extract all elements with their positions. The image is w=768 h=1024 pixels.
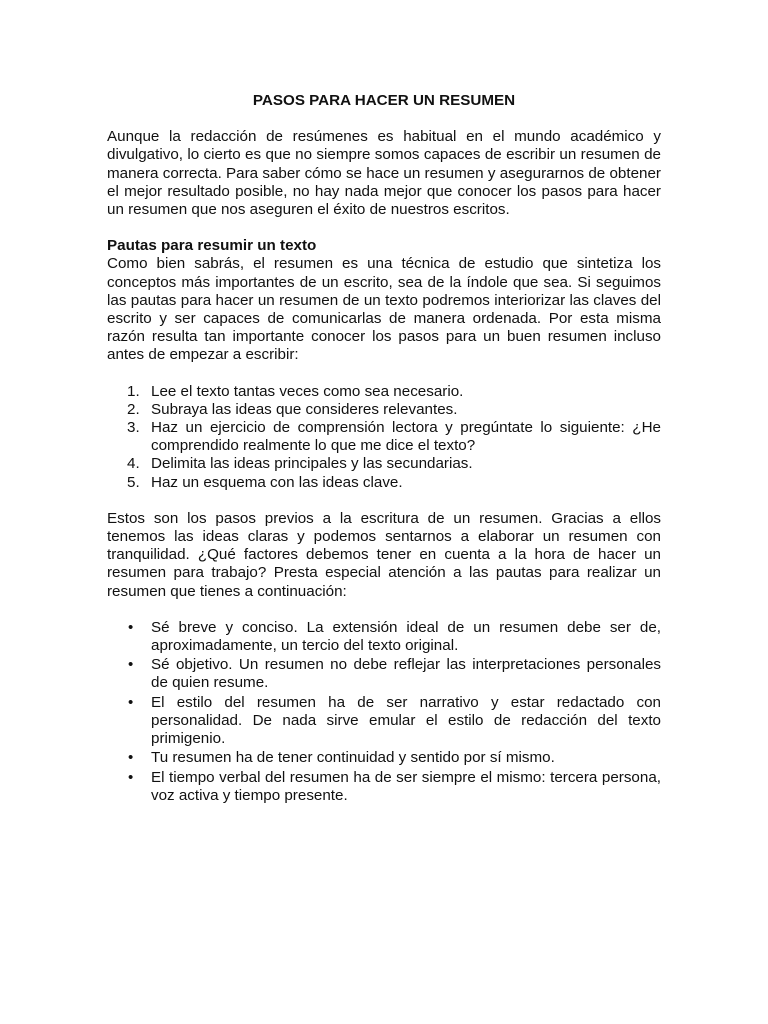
list-item-number: 3.	[127, 419, 140, 437]
list-item	[107, 419, 661, 455]
list-item	[107, 401, 661, 419]
list-item-text: Subraya las ideas que consideres relevantes.	[151, 400, 458, 418]
list-item-number: 4.	[127, 455, 140, 473]
list-item	[107, 656, 661, 692]
list-item-number: 5.	[127, 473, 140, 491]
bullet-icon: •	[128, 749, 134, 767]
intro-paragraph: Aunque la redacción de resúmenes es habitual en el mundo académico y divulgativo, lo cierto es que no siempre somos capaces de escribir un resumen de manera correcta. Para saber cómo se hace un resumen y asegurarnos de obtener el mejor resultado posible, no hay nada mejor que conocer los pasos para hacer un resumen que nos aseguren el éxito de nuestros escritos.	[107, 128, 661, 219]
list-item	[107, 455, 661, 473]
bullet-icon: •	[128, 768, 134, 786]
list-item-text: Haz un esquema con las ideas clave.	[151, 473, 403, 491]
bullet-icon: •	[128, 693, 134, 711]
list-item-text: El tiempo verbal del resumen ha de ser siempre el mismo: tercera persona, voz activa y tiempo presente.	[151, 768, 661, 804]
section-paragraph: Como bien sabrás, el resumen es una técnica de estudio que sintetiza los conceptos más importantes de un escrito, sea de la índole que sea. Si seguimos las pautas para hacer un resumen de un texto podremos interiorizar las claves del escrito y ser capaces de comunicarlas de manera ordenada. Por esta misma razón resulta tan importante conocer los pasos para un buen resumen incluso antes de empezar a escribir:	[107, 255, 661, 364]
list-item	[107, 769, 661, 805]
list-item	[107, 749, 661, 767]
tips-list	[107, 619, 661, 805]
list-item-text: Haz un ejercicio de comprensión lectora y pregúntate lo siguiente: ¿He comprendido realmente lo que me dice el texto?	[151, 419, 661, 455]
list-item	[107, 474, 661, 492]
section-heading: Pautas para resumir un texto	[107, 237, 317, 255]
list-item-text: Tu resumen ha de tener continuidad y sentido por sí mismo.	[151, 749, 555, 767]
steps-list	[107, 383, 661, 492]
list-item-number: 1.	[127, 382, 140, 400]
list-item	[107, 383, 661, 401]
document-page	[107, 92, 661, 806]
list-item-number: 2.	[127, 400, 140, 418]
list-item	[107, 619, 661, 655]
followup-paragraph: Estos son los pasos previos a la escritura de un resumen. Gracias a ellos tenemos las ideas claras y podemos sentarnos a elaborar un resumen con tranquilidad. ¿Qué factores debemos tener en cuenta a la hora de hacer un resumen para trabajo? Presta especial atención a las pautas para realizar un resumen que tienes a continuación:	[107, 509, 661, 600]
bullet-icon: •	[128, 618, 134, 636]
list-item-text: Lee el texto tantas veces como sea necesario.	[151, 382, 464, 400]
list-item-text: Sé objetivo. Un resumen no debe reflejar las interpretaciones personales de quien resume.	[151, 656, 661, 692]
list-item-text: Sé breve y conciso. La extensión ideal de un resumen debe ser de, aproximadamente, un tercio del texto original.	[151, 618, 661, 655]
list-item-text: El estilo del resumen ha de ser narrativo y estar redactado con personalidad. De nada sirve emular el estilo de redacción del texto primigenio.	[151, 693, 661, 748]
bullet-icon: •	[128, 656, 134, 674]
list-item	[107, 694, 661, 749]
list-item-text: Delimita las ideas principales y las secundarias.	[151, 455, 473, 473]
document-title: PASOS PARA HACER UN RESUMEN	[252, 92, 516, 109]
